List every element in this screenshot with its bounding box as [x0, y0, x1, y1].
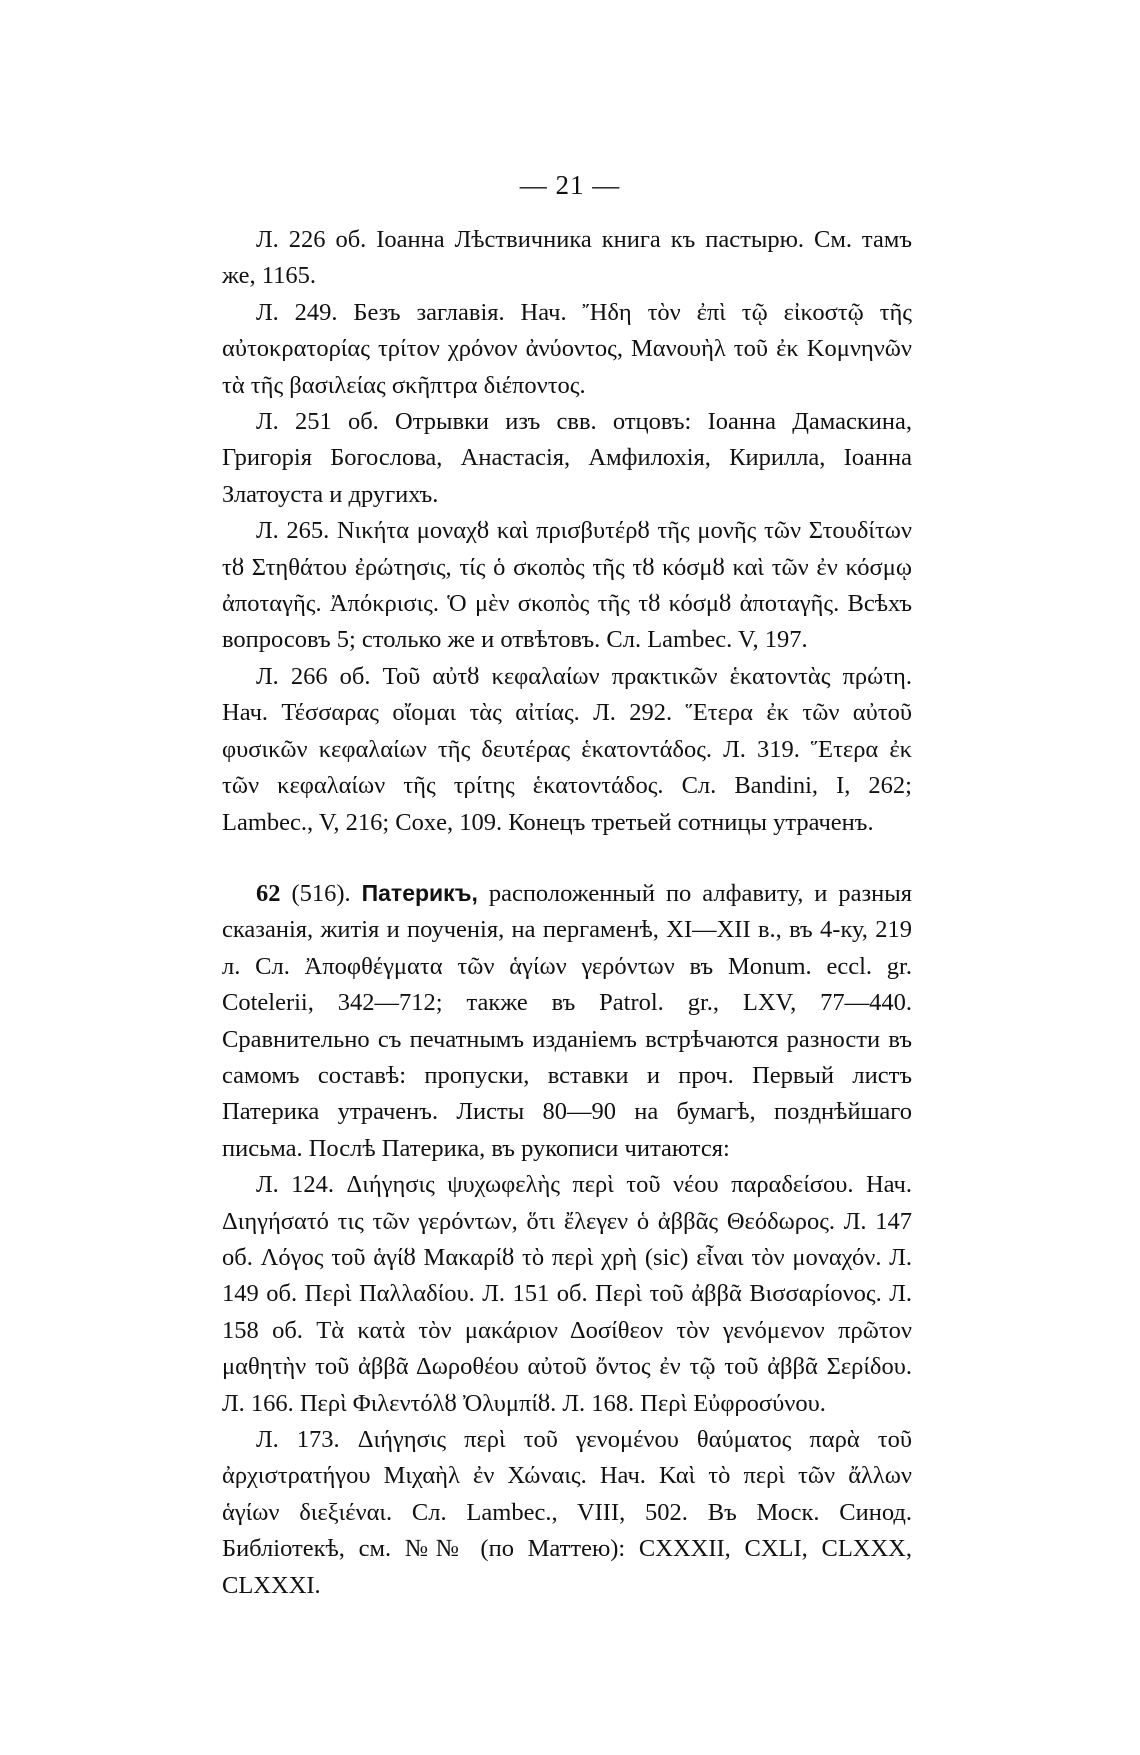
page-number: — 21 —	[519, 170, 621, 200]
text-column	[222, 222, 912, 1604]
paragraph-l173: Л. 173. Διήγησις περὶ τοῦ γενομένου θαύματος παρὰ τοῦ ἀρχιστρατήγου Μιχαὴλ ἐν Χώναις. Нач. Καὶ τὸ περὶ τῶν ἄλλων ἁγίων διεξιέναι. Сл. Lambec., VIII, 502. Въ Моск. Синод. Библіотекѣ, см. №№ (по Маттею): CXXXII, CXLI, CLXXX, CLXXXI.	[222, 1426, 912, 1599]
entry-62	[222, 875, 912, 1167]
entry-title: Патерикъ,	[361, 879, 478, 906]
entry-number-rest: (516).	[280, 879, 362, 907]
paragraph-l124: Л. 124. Διήγησις ψυχωφελὴς περὶ τοῦ νέου παραδείσου. Нач. Διηγήσατό τις τῶν γερόντων, ὅτι ἔλεγεν ὁ ἀββᾶς Θεόδωρος. Л. 147 об. Λόγος τοῦ ἁγίȣ Μακαρίȣ τὸ περὶ χρὴ (sic) εἶναι τὸν μοναχόν. Л. 149 об. Περὶ Παλλαδίου. Л. 151 об. Περὶ τοῦ ἀββᾶ Βισσαρίονος. Л. 158 об. Τὰ κατὰ τὸν μακάριον Δοσίθεον τὸν γενόμενον πρῶτον μαθητὴν τοῦ ἀββᾶ Δωροθέου αὐτοῦ ὄντος ἐν τῷ τοῦ ἀββᾶ Σερίδου. Л. 166. Περὶ Φιλεντόλȣ Ὀλυμπίȣ. Л. 168. Περὶ Εὐφροσύνου.	[222, 1171, 912, 1417]
paragraph-l226: Л. 226 об. Іоанна Лѣствичника книга къ пастырю. См. тамъ же, 1165.	[222, 226, 912, 290]
paragraph-l265: Л. 265. Νικήτα μοναχȣ καὶ πρισβυτέρȣ τῆς μονῆς τῶν Στουδίτων τȣ Στηθάτου ἐρώτησις, τίς ὁ σκοπὸς τῆς τȣ κόσμȣ καὶ τῶν ἐν κόσμῳ ἀποταγῆς. Ἀπόκρισις. Ὁ μὲν σκοπὸς τῆς τȣ κόσμȣ ἀποταγῆς. Всѣхъ вопросовъ 5; столько же и отвѣтовъ. Сл. Lambec. V, 197.	[222, 517, 912, 654]
paragraph-l266: Л. 266 об. Τοῦ αὐτȣ κεφαλαίων πρακτικῶν ἑκατοντὰς πρώτη. Нач. Τέσσαρας οἴομαι τὰς αἰτίας. Л. 292. Ἕτερα ἐκ τῶν αὐτοῦ φυσικῶν κεφαλαίων τῆς δευτέρας ἑκατοντάδος. Л. 319. Ἕτερα ἐκ τῶν κεφαλαίων τῆς τρίτης ἑκατοντάδος. Сл. Bandini, I, 262; Lambec., V, 216; Coxe, 109. Конецъ третьей сотницы утраченъ.	[222, 662, 912, 836]
entry-body: расположенный по алфавиту, и разныя сказанія, житія и поученія, на пергаменѣ, XI—XII в., въ 4-ку, 219 л. Сл. Ἀποφθέγματα τῶν ἁγίων γερόντων въ Monum. eccl. gr. Cotelerii, 342—712; также въ Patrol. gr., LXV, 77—440. Сравнительно съ печатнымъ изданіемъ встрѣчаются разности въ самомъ составѣ: пропуски, вставки и проч. Первый листъ Патерика утраченъ. Листы 80—90 на бумагѣ, позднѣйшаго письма. Послѣ Патерика, въ рукописи читаются:	[222, 879, 912, 1162]
paragraph-l251: Л. 251 об. Отрывки изъ свв. отцовъ: Іоанна Дамаскина, Григорія Богослова, Анастасія, Амфилохія, Кирилла, Іоанна Златоуста и другихъ.	[222, 408, 912, 508]
section-gap	[222, 841, 912, 875]
entry-number: 62	[256, 879, 281, 907]
paragraph-l249: Л. 249. Безъ заглавія. Нач. Ἤδη τὸν ἐπὶ τῷ εἰκοστῷ τῆς αὐτοκρατορίας τρίτον χρόνον ἀνύοντος, Μανουὴλ τοῦ ἐκ Κομνηνῶν τὰ τῆς βασιλείας σκῆπτρα διέποντος.	[222, 298, 912, 399]
